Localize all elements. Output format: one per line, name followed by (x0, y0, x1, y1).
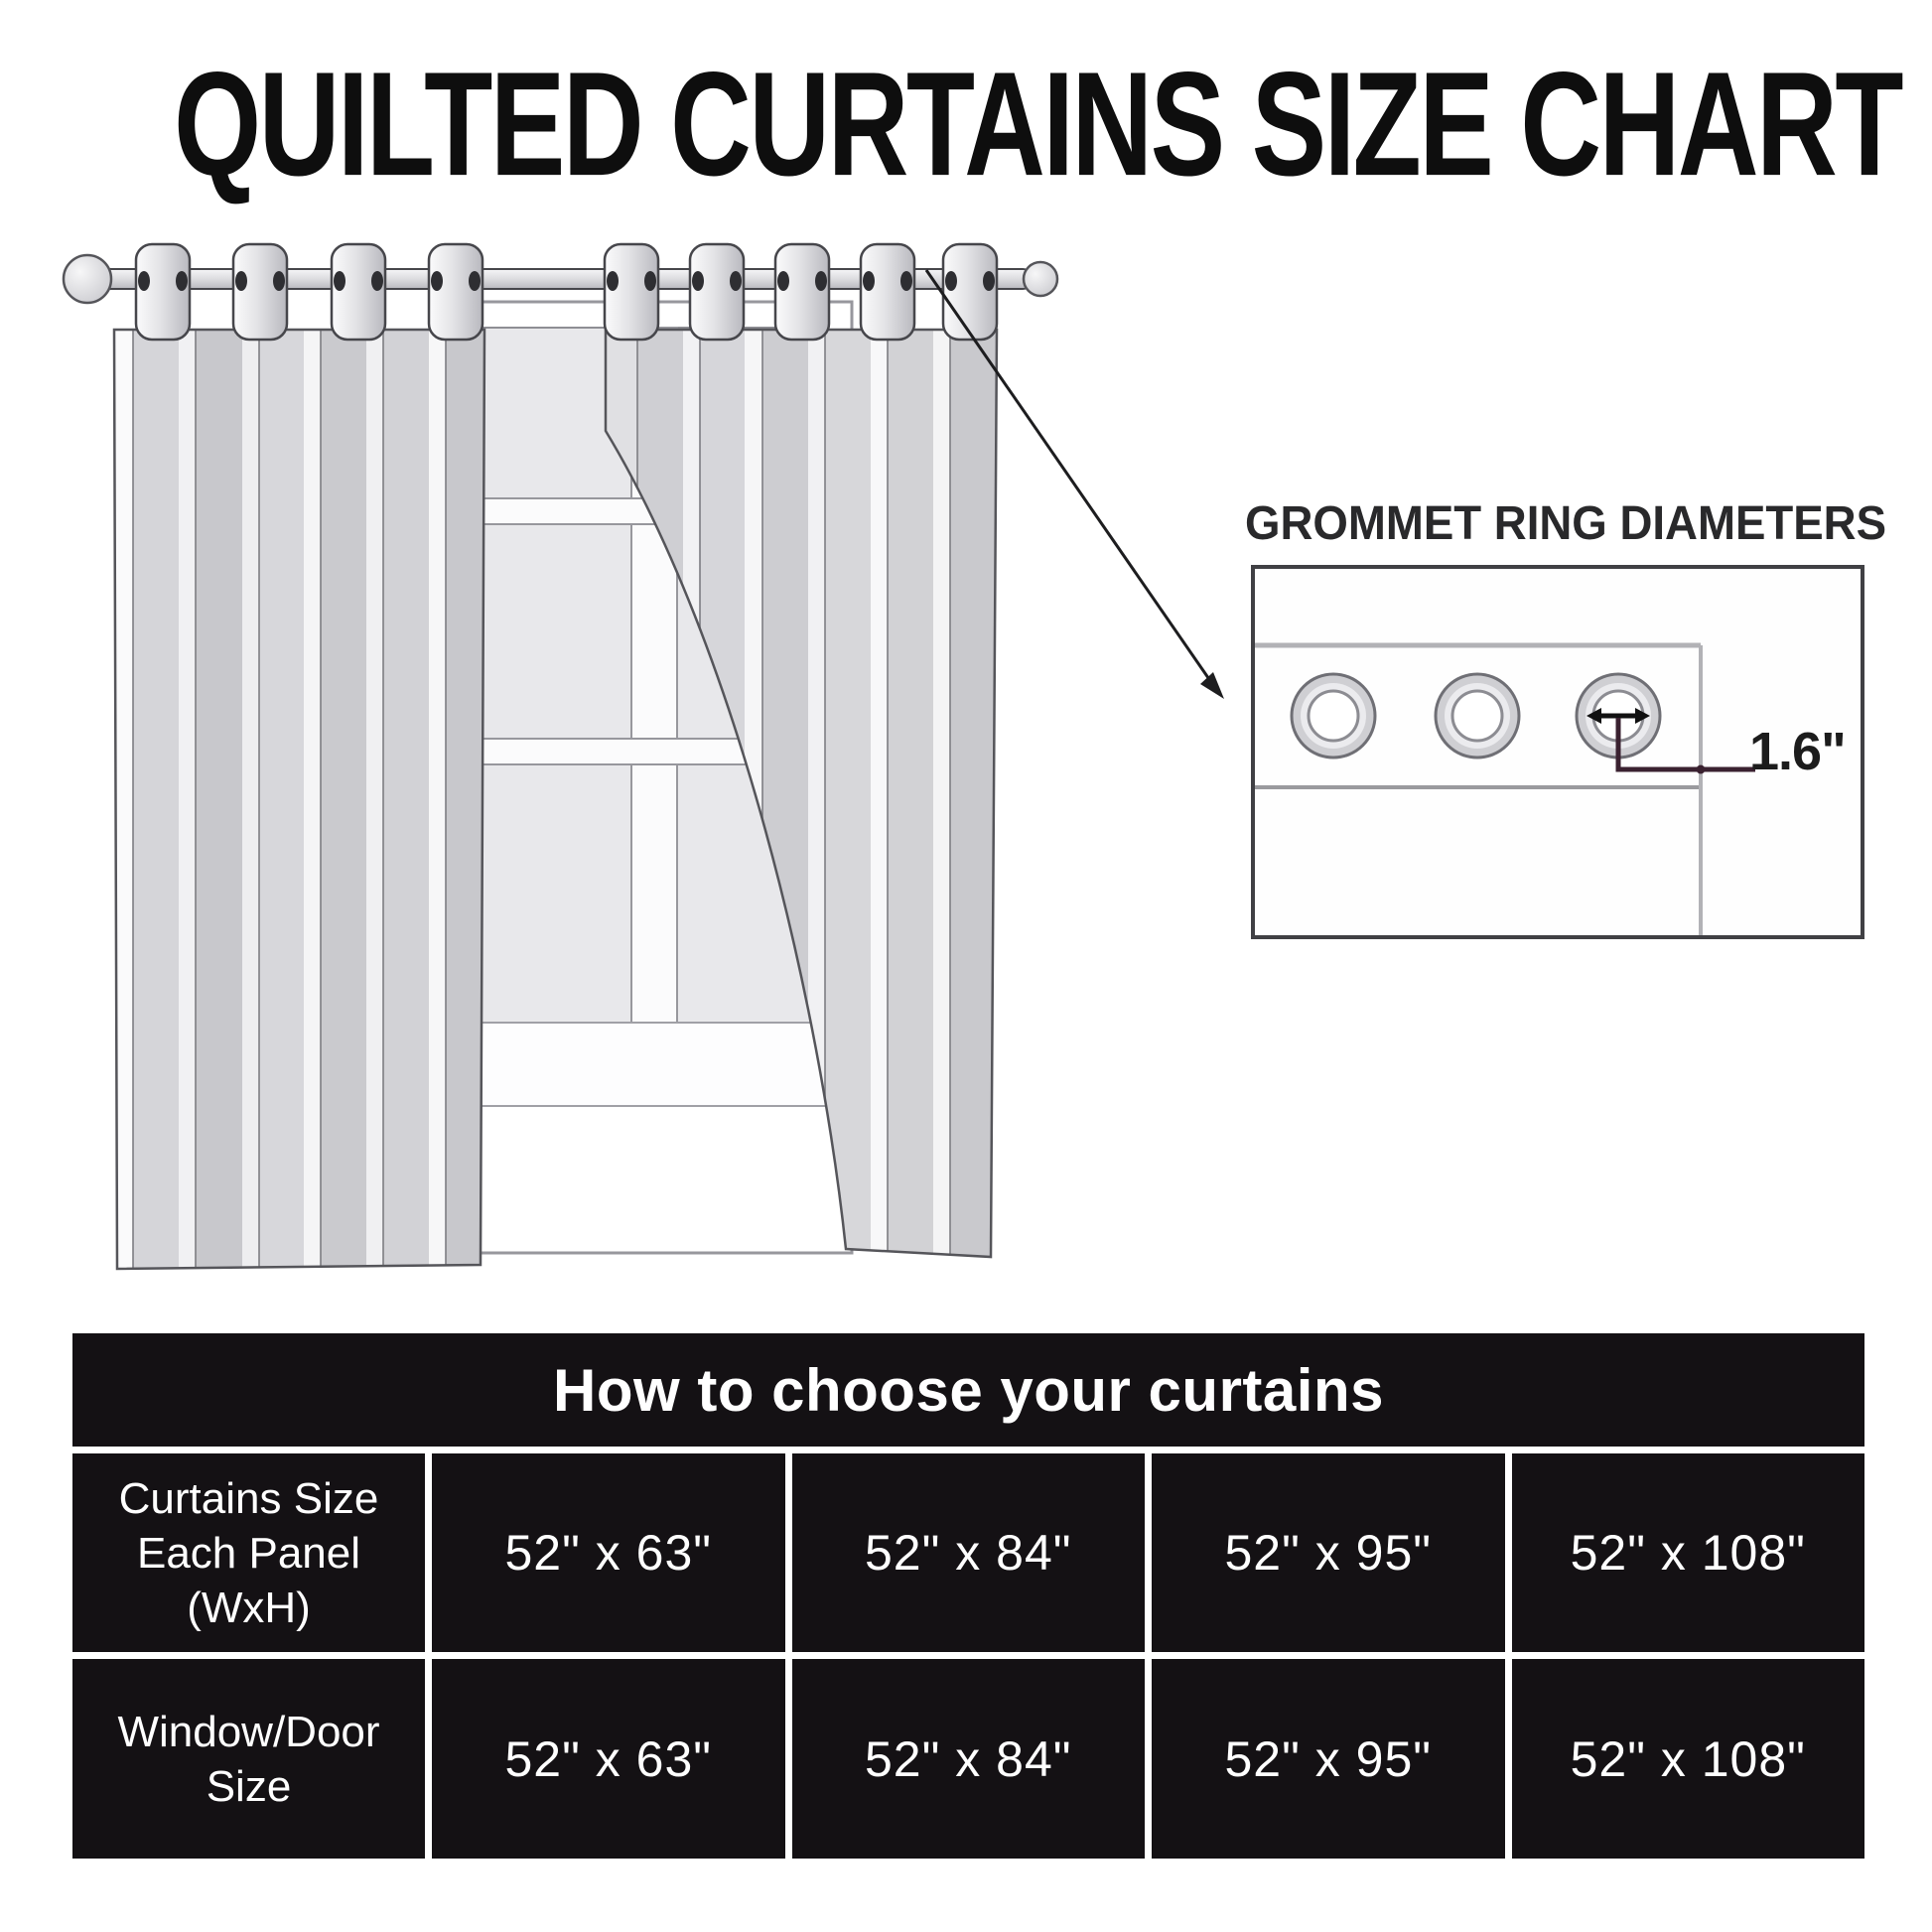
size-value-cell: 52" x 95" (1152, 1659, 1505, 1859)
size-value-cell: 52" x 63" (432, 1659, 785, 1859)
grommet-ring (1436, 674, 1519, 758)
curtain-panel-left (114, 330, 484, 1269)
table-row-label: Window/Door Size (72, 1659, 425, 1859)
grommet-diameters-label: GROMMET RING DIAMETERS (1245, 497, 1886, 550)
size-value-cell: 52" x 84" (792, 1659, 1146, 1859)
table-header: How to choose your curtains (72, 1333, 1864, 1447)
size-value-cell: 52" x 108" (1512, 1659, 1865, 1859)
size-value-cell: 52" x 108" (1512, 1453, 1865, 1652)
size-table (72, 1333, 1864, 1859)
table-row-label: Curtains Size Each Panel (WxH) (72, 1453, 425, 1652)
window-bottom-rail (467, 1023, 840, 1106)
page-title: QUILTED CURTAINS SIZE CHART (174, 42, 1902, 207)
size-value-cell: 52" x 84" (792, 1453, 1146, 1652)
grommet-diameter-value: 1.6" (1749, 722, 1846, 781)
rod-finial-left (64, 255, 111, 303)
grommet-ring (1292, 674, 1375, 758)
rod-finial-right (1024, 262, 1057, 296)
size-value-cell: 52" x 63" (432, 1453, 785, 1652)
size-value-cell: 52" x 95" (1152, 1453, 1505, 1652)
